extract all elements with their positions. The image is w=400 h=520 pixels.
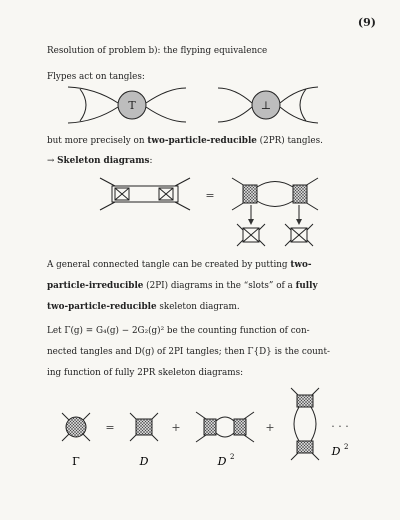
skeleton-label: Skeleton diagrams: [57, 156, 150, 166]
d2b-label: D: [331, 445, 341, 458]
d2-label-sq: 2: [230, 453, 235, 461]
d-term: [130, 413, 158, 441]
skeleton-right: [232, 178, 318, 246]
para1-l2c: fully: [295, 281, 318, 291]
precise-prefix: but more precisely on: [47, 136, 148, 146]
para1-l3b: skeleton diagram.: [156, 302, 240, 312]
para2-line2: nected tangles and D(g) of 2PI tangles; then Γ{D} is the count-: [47, 347, 330, 357]
d-label: D: [139, 455, 149, 468]
plus-2: +: [265, 421, 275, 434]
precise-bold: two-particle-reducible: [147, 136, 257, 146]
tangle-letter-flipped: ⊥: [260, 99, 272, 112]
skeleton-left: [100, 178, 190, 210]
equals-sign: =: [105, 421, 115, 434]
ellipsis: · · ·: [331, 420, 349, 433]
flype-tangle-T: [68, 87, 186, 123]
heading: Resolution of problem b): the flyping equivalence: [47, 46, 268, 56]
para2-line1: Let Γ(g) = G₄(g) − 2G₂(g)² be the counting function of con-: [47, 326, 310, 336]
para1-l2a: particle-irreducible: [47, 281, 144, 291]
tangle-letter-T: T: [128, 99, 136, 112]
para1-l1a: A general connected tangle can be created by putting: [47, 260, 291, 270]
precise-suffix: (2PR) tangles.: [256, 136, 323, 146]
skeleton-colon: :: [149, 156, 153, 166]
arrow-symbol: →: [47, 156, 55, 166]
plus-1: +: [171, 421, 181, 434]
para1-l2b: (2PI) diagrams in the “slots” of a: [143, 281, 296, 291]
d2b-label-sq: 2: [344, 443, 349, 451]
page-number: (9): [357, 16, 376, 29]
para1-l3a: two-particle-reducible: [47, 302, 157, 312]
d2-label: D: [217, 455, 227, 468]
para1-l1b: two-: [290, 260, 312, 270]
equals-sign-skeleton: =: [205, 189, 215, 202]
flypes-line: Flypes act on tangles:: [47, 72, 145, 82]
d2-term: [196, 412, 254, 442]
gamma-vertex: [62, 413, 90, 441]
d2-vertical-term: [291, 388, 319, 460]
gamma-label: Γ: [72, 455, 80, 468]
para2-line3: ing function of fully 2PR skeleton diagrams:: [47, 368, 244, 378]
